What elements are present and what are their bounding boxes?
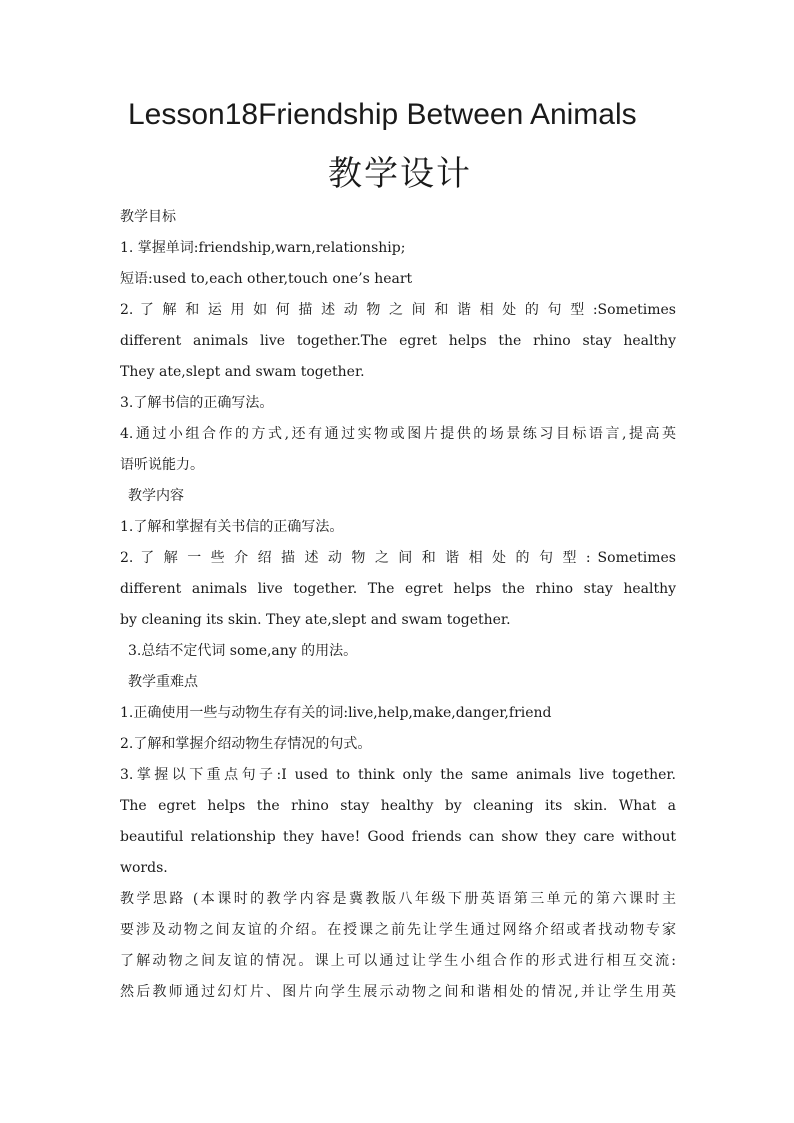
- paragraph-line: 4.通过小组合作的方式,还有通过实物或图片提供的场景练习目标语言,提高英: [120, 426, 676, 442]
- paragraph-line: words.: [120, 860, 168, 876]
- paragraph-line: 2. 了 解 和 运 用 如 何 描 述 动 物 之 间 和 谐 相 处 的 句 型 :Sometimes: [120, 302, 676, 318]
- document-heading: 教学设计: [328, 154, 472, 194]
- lesson-title: Lesson18Friendship Between Animals: [128, 98, 637, 131]
- section-heading-content: 教学内容: [128, 488, 184, 504]
- paragraph-line: 然后教师通过幻灯片、图片向学生展示动物之间和谐相处的情况,并让学生用英: [120, 984, 676, 1000]
- paragraph-line: 2. 了 解 一 些 介 绍 描 述 动 物 之 间 和 谐 相 处 的 句 型 : Sometimes: [120, 550, 676, 566]
- section-heading-approach: 教学思路 (本课时的教学内容是冀教版八年级下册英语第三单元的第六课时主: [120, 891, 676, 907]
- paragraph-line: 要涉及动物之间友谊的介绍。在授课之前先让学生通过网络介绍或者找动物专家: [120, 922, 676, 938]
- paragraph-line: beautiful relationship they have! Good friends can show they care without: [120, 829, 676, 845]
- paragraph-line: 1. 掌握单词:friendship,warn,relationship;: [120, 240, 406, 256]
- paragraph-line: 语听说能力。: [120, 457, 204, 473]
- paragraph-line: 了解动物之间友谊的情况。课上可以通过让学生小组合作的形式进行相互交流:: [120, 953, 676, 969]
- paragraph-line: The egret helps the rhino stay healthy by cleaning its skin. What a: [120, 798, 676, 814]
- paragraph-line: different animals live together.The egret helps the rhino stay healthy: [120, 333, 676, 349]
- paragraph-line: 3.掌握以下重点句子:I used to think only the same animals live together.: [120, 767, 676, 783]
- paragraph-line: 2.了解和掌握介绍动物生存情况的句式。: [120, 736, 372, 752]
- paragraph-line: 1.了解和掌握有关书信的正确写法。: [120, 519, 344, 535]
- paragraph-line: by cleaning its skin. They ate,slept and swam together.: [120, 612, 511, 628]
- paragraph-line: They ate,slept and swam together.: [120, 364, 365, 380]
- paragraph-line: 3.了解书信的正确写法。: [120, 395, 274, 411]
- section-heading-difficulties: 教学重难点: [128, 674, 198, 690]
- document-body: [120, 202, 676, 1008]
- paragraph-line: 短语:used to,each other,touch one’s heart: [120, 271, 413, 287]
- paragraph-line: 3.总结不定代词 some,any 的用法。: [128, 643, 358, 659]
- section-heading-objectives: 教学目标: [120, 209, 176, 225]
- paragraph-line: different animals live together. The egret helps the rhino stay healthy: [120, 581, 676, 597]
- paragraph-line: 1.正确使用一些与动物生存有关的词:live,help,make,danger,friend: [120, 705, 552, 721]
